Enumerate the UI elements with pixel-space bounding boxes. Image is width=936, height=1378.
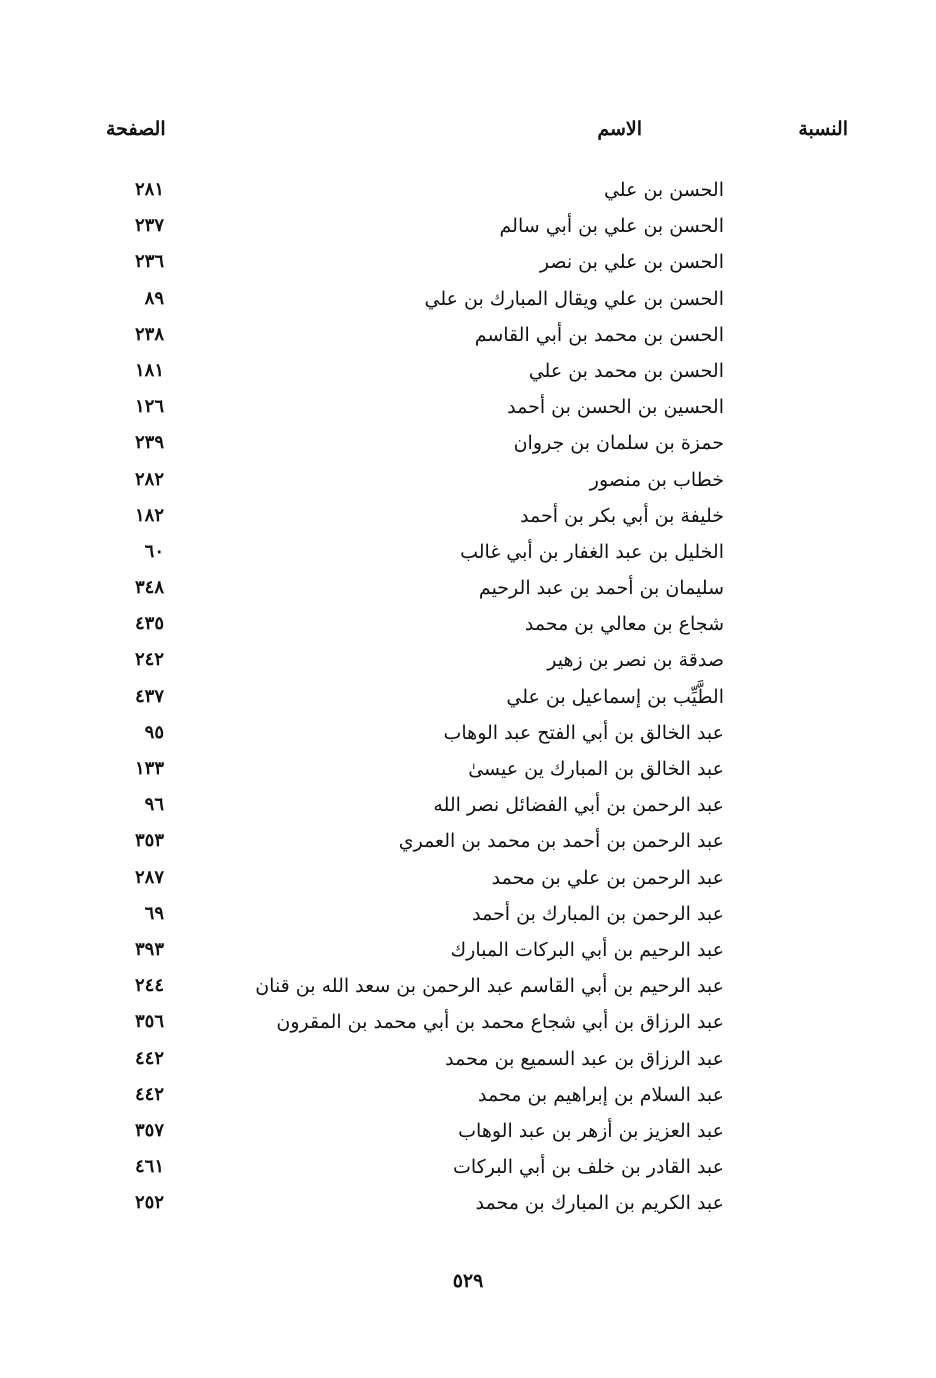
entry-page: ٤٤٢ xyxy=(134,1047,164,1069)
header-lineage: النسبة xyxy=(798,118,848,140)
entry-page: ٣٥٧ xyxy=(134,1119,164,1141)
entry-name: الحسن بن محمد بن علي xyxy=(528,359,724,382)
entry-name: عبد الكريم بن المبارك بن محمد xyxy=(475,1192,724,1215)
entry-name: الحسين بن الحسن بن أحمد xyxy=(507,396,724,419)
entry-page: ٤٦١ xyxy=(134,1156,164,1178)
index-row xyxy=(0,356,936,392)
index-row xyxy=(0,573,936,609)
entry-name: عبد الرحمن بن المبارك بن أحمد xyxy=(472,902,724,925)
entry-page: ٦٩ xyxy=(144,902,164,924)
index-entries xyxy=(0,175,936,1224)
index-row xyxy=(0,609,936,645)
entry-name: الحسن بن علي بن نصر xyxy=(539,251,724,274)
index-row xyxy=(0,971,936,1007)
column-header xyxy=(0,118,936,154)
entry-page: ٨٩ xyxy=(144,287,164,309)
index-row xyxy=(0,320,936,356)
entry-name: الحسن بن محمد بن أبي القاسم xyxy=(474,323,724,346)
entry-page: ١٨١ xyxy=(134,359,164,381)
entry-name: الطَّيِّب بن إسماعيل بن علي xyxy=(506,685,724,708)
entry-name: الخليل بن عبد الغفار بن أبي غالب xyxy=(460,540,724,563)
entry-name: الحسن بن علي ويقال المبارك بن علي xyxy=(424,287,724,310)
entry-name: سليمان بن أحمد بن عبد الرحيم xyxy=(478,577,724,600)
entry-name: خطاب بن منصور xyxy=(589,468,724,491)
index-row xyxy=(0,863,936,899)
entry-page: ٤٤٢ xyxy=(134,1083,164,1105)
index-row xyxy=(0,1007,936,1043)
entry-page: ٤٣٥ xyxy=(134,613,164,635)
entry-page: ٢٣٩ xyxy=(134,432,164,454)
entry-page: ٢٤٤ xyxy=(134,975,164,997)
entry-page: ٢٣٧ xyxy=(134,215,164,237)
index-row xyxy=(0,754,936,790)
entry-name: عبد الرحمن بن أبي الفضائل نصر الله xyxy=(433,794,724,817)
index-row xyxy=(0,826,936,862)
index-row xyxy=(0,790,936,826)
entry-name: عبد الرحمن بن أحمد بن محمد بن العمري xyxy=(398,830,724,853)
entry-page: ٢٨٢ xyxy=(134,468,164,490)
page-number: ٥٢٩ xyxy=(452,1270,484,1292)
index-row xyxy=(0,899,936,935)
entry-name: الحسن بن علي xyxy=(603,179,724,201)
index-row xyxy=(0,247,936,283)
entry-page: ٣٤٨ xyxy=(134,577,164,599)
index-row xyxy=(0,1116,936,1152)
entry-name: حمزة بن سلمان بن جروان xyxy=(513,432,724,455)
index-row xyxy=(0,1044,936,1080)
entry-name: عبد الخالق بن أبي الفتح عبد الوهاب xyxy=(443,721,724,744)
index-row xyxy=(0,1080,936,1116)
index-row xyxy=(0,175,936,211)
entry-page: ٩٥ xyxy=(144,721,164,743)
entry-name: الحسن بن علي بن أبي سالم xyxy=(499,215,724,238)
entry-page: ٢٣٦ xyxy=(134,251,164,273)
entry-page: ٩٦ xyxy=(144,794,164,816)
entry-page: ٢٨١ xyxy=(134,179,164,200)
entry-page: ١٨٢ xyxy=(134,504,164,526)
entry-name: عبد الخالق بن المبارك ين عيسىٰ xyxy=(468,758,724,780)
index-row xyxy=(0,682,936,718)
entry-name: عبد القادر بن خلف بن أبي البركات xyxy=(452,1156,724,1179)
entry-page: ١٢٦ xyxy=(134,396,164,418)
index-row xyxy=(0,1188,936,1224)
index-row xyxy=(0,428,936,464)
entry-name: عبد الرزاق بن أبي شجاع محمد بن أبي محمد بن المقرون xyxy=(276,1011,724,1034)
entry-name: عبد العزيز بن أزهر بن عبد الوهاب xyxy=(458,1119,724,1142)
index-row xyxy=(0,211,936,247)
entry-name: عبد السلام بن إبراهيم بن محمد xyxy=(478,1083,724,1106)
entry-name: عبد الرحيم بن أبي القاسم عبد الرحمن بن سعد الله بن قنان xyxy=(255,975,724,998)
index-row xyxy=(0,1152,936,1188)
index-row xyxy=(0,718,936,754)
entry-page: ١٣٣ xyxy=(134,758,164,779)
entry-name: عبد الرزاق بن عبد السميع بن محمد xyxy=(445,1047,724,1070)
index-row xyxy=(0,284,936,320)
entry-page: ٣٥٦ xyxy=(134,1011,164,1033)
entry-name: عبد الرحيم بن أبي البركات المبارك xyxy=(450,938,724,961)
index-row xyxy=(0,465,936,501)
entry-page: ٢٥٢ xyxy=(134,1192,164,1214)
entry-page: ٣٥٣ xyxy=(134,830,164,852)
index-row xyxy=(0,537,936,573)
entry-name: صدقة بن نصر بن زهير xyxy=(547,649,724,672)
entry-name: خليفة بن أبي بكر بن أحمد xyxy=(520,504,724,527)
entry-page: ٤٣٧ xyxy=(134,685,164,707)
entry-name: عبد الرحمن بن علي بن محمد xyxy=(491,866,724,889)
header-page: الصفحة xyxy=(106,118,166,140)
entry-page: ٢٨٧ xyxy=(134,866,164,888)
entry-name: شجاع بن معالي بن محمد xyxy=(524,613,724,636)
index-row xyxy=(0,645,936,681)
entry-page: ٢٤٢ xyxy=(134,649,164,671)
index-row xyxy=(0,501,936,537)
entry-page: ٢٣٨ xyxy=(134,323,164,345)
index-row xyxy=(0,935,936,971)
header-name: الاسم xyxy=(597,118,642,140)
entry-page: ٦٠ xyxy=(144,540,164,562)
entry-page: ٣٩٣ xyxy=(134,938,164,960)
index-row xyxy=(0,392,936,428)
